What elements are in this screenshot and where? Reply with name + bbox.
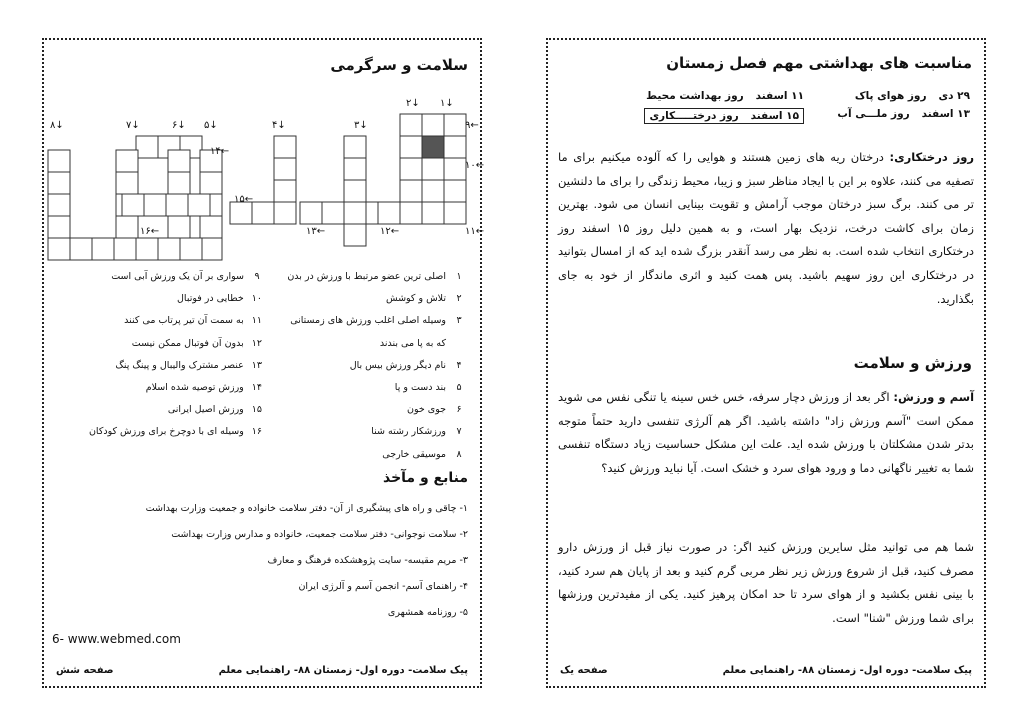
clue-text: اصلی ترین عضو مرتبط با ورزش در بدن xyxy=(287,271,446,282)
crossword-cell[interactable] xyxy=(378,202,400,224)
crossword-cell[interactable] xyxy=(252,202,274,224)
crossword-clue-number: ۱۱← xyxy=(465,226,485,237)
crossword-cell[interactable] xyxy=(400,202,422,224)
clues-right-column xyxy=(264,266,464,466)
clue-item xyxy=(52,377,262,399)
reference-item: ۱- چاقی و راه های پیشگیری از آن- دفتر سلامت خانواده و جمعیت وزارت بهداشت xyxy=(145,503,468,514)
crossword-cell[interactable] xyxy=(180,238,202,260)
clue-text: به سمت آن تیر پرتاب می کنند xyxy=(124,315,244,327)
crossword-cell[interactable] xyxy=(116,150,138,172)
crossword-cell[interactable] xyxy=(48,238,70,260)
clue-item xyxy=(264,355,464,377)
crossword-cell[interactable] xyxy=(344,202,366,224)
clue-item xyxy=(52,310,262,332)
crossword-black-cell xyxy=(422,136,444,158)
footer-page-number: صفحه شش xyxy=(56,665,114,676)
crossword-cell[interactable] xyxy=(136,136,158,158)
crossword-cell[interactable] xyxy=(48,216,70,238)
health-day xyxy=(830,108,970,124)
day-name: روز ملـــی آب xyxy=(837,108,910,120)
clue-number: ۱۳ xyxy=(251,359,262,371)
crossword-cell[interactable] xyxy=(230,202,252,224)
crossword-clue-number: ۱۰← xyxy=(465,160,485,171)
crossword-clue-number: ۸↓ xyxy=(50,120,64,131)
clue-number: ۱ xyxy=(456,271,462,282)
references-list xyxy=(56,496,468,626)
crossword-cell[interactable] xyxy=(48,150,70,172)
day-name: روز بهداشت محیط xyxy=(646,90,744,102)
page-title: مناسبت های بهداشتی مهم فصل زمستان xyxy=(666,54,972,72)
clue-item xyxy=(264,377,464,399)
clue-text: نام دیگر ورزش بیس بال xyxy=(349,359,446,371)
crossword-cell[interactable] xyxy=(168,150,190,172)
clue-number: ۱۱ xyxy=(251,315,262,327)
crossword-cell[interactable] xyxy=(422,114,444,136)
clue-item xyxy=(264,288,464,310)
crossword-cell[interactable] xyxy=(200,238,222,260)
day-date: ۱۵ اسفند xyxy=(750,110,799,122)
crossword-cell[interactable] xyxy=(200,216,222,238)
crossword-clue-number: ۱۶← xyxy=(140,226,160,237)
references-title: منابع و مآخذ xyxy=(382,470,468,486)
page-title: سلامت و سرگرمی xyxy=(330,56,468,74)
clue-item xyxy=(264,399,464,421)
crossword-clue-number: ۱۴← xyxy=(210,146,230,157)
left-page xyxy=(42,38,485,688)
crossword-cell[interactable] xyxy=(400,158,422,180)
crossword-cell[interactable] xyxy=(344,224,366,246)
crossword-clue-number: ۴↓ xyxy=(272,120,286,131)
day-name: روز هوای پاک xyxy=(854,90,927,102)
crossword-cell[interactable] xyxy=(444,136,466,158)
crossword-cell[interactable] xyxy=(400,180,422,202)
crossword-cell[interactable] xyxy=(136,238,158,260)
day-date: ۱۱ اسفند xyxy=(755,90,804,102)
clue-number xyxy=(454,333,464,355)
clue-text: سواری بر آن یک ورزش آبی است xyxy=(111,271,244,282)
health-day-highlighted xyxy=(644,108,804,124)
sport-section-title: ورزش و سلامت xyxy=(853,354,972,372)
clue-item xyxy=(52,266,262,288)
clue-item xyxy=(264,421,464,443)
crossword-cell[interactable] xyxy=(274,202,296,224)
crossword-clue-number: ۶↓ xyxy=(172,120,186,131)
crossword-cell[interactable] xyxy=(422,202,444,224)
day-name: روز درختـــــکاری xyxy=(649,110,739,122)
crossword-clue-number: ۳↓ xyxy=(354,120,368,131)
clue-text: خطایی در فوتبال xyxy=(177,293,244,305)
crossword-cell[interactable] xyxy=(168,216,190,238)
crossword-clue-number: ۹← xyxy=(465,120,479,131)
clue-item xyxy=(264,310,464,332)
crossword-cell[interactable] xyxy=(158,238,180,260)
health-days-table xyxy=(570,90,970,130)
crossword-cell[interactable] xyxy=(114,238,136,260)
clue-item xyxy=(52,355,262,377)
crossword-cell[interactable] xyxy=(168,172,190,194)
crossword-clue-number: ۷↓ xyxy=(126,120,140,131)
asthma-heading: آسم و ورزش: xyxy=(893,390,975,404)
clue-text: تلاش و کوشش xyxy=(385,293,446,305)
clue-text: جوی خون xyxy=(407,404,446,416)
health-day xyxy=(646,90,804,102)
clue-text: عنصر مشترک والیبال و پینگ پنگ xyxy=(115,359,244,371)
clue-text: وسیله اصلی اغلب ورزش های زمستانی xyxy=(290,315,446,327)
crossword-clue-number: ۱۲← xyxy=(380,226,400,237)
reference-item: ۴- راهنمای آسم- انجمن آسم و آلرژی ایران xyxy=(298,581,468,592)
crossword-cell[interactable] xyxy=(274,180,296,202)
advice-text: شما هم می توانید مثل سایرین ورزش کنید اگر: در صورت نیاز قبل از ورزش دارو مصرف کنید، قبل از شروع ورزش زیر نظر مربی گرم کنید و بعد از پایان هم سرد کنید، با بینی نفس بکشید و از هوای سرد تا حد امکان پرهیز کنید. یکی از مفیدترین ورزشها برای شما ورزش "شنا" است. xyxy=(558,540,974,625)
crossword-cell[interactable] xyxy=(444,202,466,224)
day-date: ۱۳ اسفند xyxy=(921,108,970,120)
tree-text: درختان ریه های زمین هستند و هوایی را که آلوده میکنیم برای ما تصفیه می کنند، علاوه بر این با ایجاد مناظر سبز و زیبا، محیط زندگی را برای ما دلنشین تر می کنند. برگ سبز درختان موجب آرامش و تقویت بینایی انسان می شود. بهترین زمان برای کاشت درخت، نزدیک بهار است، و به همین دلیل روز ۱۵ اسفند روز درختکاری انتخاب شده است. به نظر می رسد آنقدر بزرگ شده اید که از امسال بتوانید در درختکاری این روز سهیم باشید. پس همت کنید و اثری ماندگار از خود به جای بگذارید. xyxy=(558,150,974,306)
crossword-cell[interactable] xyxy=(344,158,366,180)
day-date: ۲۹ دی xyxy=(938,90,970,102)
clue-number: ۱۲ xyxy=(251,337,262,349)
crossword-cell[interactable] xyxy=(116,216,138,238)
crossword-clue-number: ۵↓ xyxy=(204,120,218,131)
crossword-cell[interactable] xyxy=(116,172,138,194)
clue-number: ۷ xyxy=(456,426,462,438)
crossword-cell[interactable] xyxy=(70,238,92,260)
crossword-cell[interactable] xyxy=(422,180,444,202)
crossword-clue-number: ۱۳← xyxy=(306,226,326,237)
crossword-clue-number: ۱↓ xyxy=(440,98,454,109)
clues-left-column xyxy=(52,266,262,444)
clue-number: ۵ xyxy=(456,382,462,394)
crossword-clue-number: ۲↓ xyxy=(406,98,420,109)
clue-text: ورزشکار رشته شنا xyxy=(371,426,446,438)
asthma-text: اگر بعد از ورزش دچار سرفه، خس خس سینه یا تنگی نفس می شوید ممکن است "آسم ورزش زاد" داشته باشید. اگر هم آلرژی تنفسی دارید حتماً متوجه بدتر شدن مشکلتان با ورزش شده اید. علت این مشکل حساسیت زیاد دستگاه تنفسی شما به تغییر ناگهانی دما و ورود هوای سرد و خشک است. آیا نباید ورزش کنید؟ xyxy=(558,390,974,475)
crossword-cell[interactable] xyxy=(322,202,344,224)
clue-item xyxy=(52,333,262,355)
crossword-cell[interactable] xyxy=(422,158,444,180)
crossword-cell[interactable] xyxy=(344,136,366,158)
crossword-cell[interactable] xyxy=(400,114,422,136)
clue-text: بدون آن فوتبال ممکن نیست xyxy=(131,337,244,349)
reference-item: ۵- روزنامه همشهری xyxy=(387,607,468,618)
crossword-cell[interactable] xyxy=(144,194,166,216)
crossword-cell[interactable] xyxy=(344,180,366,202)
clue-item xyxy=(52,288,262,310)
website-link[interactable]: 6- www.webmed.com xyxy=(52,632,181,646)
crossword-cell[interactable] xyxy=(166,194,188,216)
clue-text: ورزش توصیه شده اسلام xyxy=(145,382,244,394)
right-page xyxy=(546,38,986,688)
page-footer xyxy=(560,665,972,676)
footer-page-number: صفحه یک xyxy=(560,665,608,676)
page-footer xyxy=(56,665,468,676)
footer-publication: پیک سلامت- دوره اول- زمستان ۸۸- راهنمایی معلم xyxy=(722,665,972,676)
clue-number: ۴ xyxy=(456,359,462,371)
clue-text: وسیله ای با دوچرخ برای ورزش کودکان xyxy=(88,426,244,438)
footer-publication: پیک سلامت- دوره اول- زمستان ۸۸- راهنمایی معلم xyxy=(218,665,468,676)
crossword-cell[interactable] xyxy=(300,202,322,224)
crossword-cell[interactable] xyxy=(188,194,210,216)
reference-item: ۲- سلامت نوجوانی- دفتر سلامت جمعیت، خانواده و مدارس وزارت بهداشت xyxy=(171,529,468,540)
tree-planting-paragraph xyxy=(558,146,974,311)
clue-text: که به پا می بندند xyxy=(379,337,446,349)
crossword-cell[interactable] xyxy=(444,158,466,180)
crossword-cell[interactable] xyxy=(200,172,222,194)
clue-number: ۱۶ xyxy=(251,426,262,438)
clue-number: ۲ xyxy=(456,293,462,305)
crossword-cell[interactable] xyxy=(48,194,70,216)
clue-item xyxy=(264,266,464,288)
crossword-cell[interactable] xyxy=(444,114,466,136)
crossword-cell[interactable] xyxy=(274,136,296,158)
clue-text: بند دست و پا xyxy=(394,382,446,394)
crossword-cell[interactable] xyxy=(92,238,114,260)
tree-heading: روز درختکاری: xyxy=(889,150,975,164)
crossword-clue-number: ۱۵← xyxy=(234,194,254,205)
clue-item xyxy=(264,444,464,466)
clue-item xyxy=(52,399,262,421)
crossword-cell[interactable] xyxy=(48,172,70,194)
clue-number: ۱۵ xyxy=(251,404,262,416)
clue-number: ۹ xyxy=(254,271,260,282)
crossword-cell[interactable] xyxy=(400,136,422,158)
crossword-cell[interactable] xyxy=(274,158,296,180)
clue-number: ۸ xyxy=(456,448,462,460)
crossword-grid xyxy=(44,84,485,284)
clue-item xyxy=(264,333,464,355)
reference-item: ۳- مریم مقیسه- سایت پژوهشکده فرهنگ و معارف xyxy=(267,555,468,566)
clue-text: موسیقی خارجی xyxy=(382,448,446,460)
clue-text: ورزش اصیل ایرانی xyxy=(167,404,244,416)
health-day xyxy=(830,90,970,102)
crossword-cell[interactable] xyxy=(444,180,466,202)
advice-paragraph xyxy=(558,536,974,630)
clue-number: ۶ xyxy=(456,404,462,416)
asthma-paragraph xyxy=(558,386,974,480)
clue-number: ۱۰ xyxy=(251,293,262,305)
clue-number: ۱۴ xyxy=(251,382,262,394)
crossword-cell[interactable] xyxy=(122,194,144,216)
clue-number: ۳ xyxy=(456,315,462,327)
clue-item xyxy=(52,421,262,443)
